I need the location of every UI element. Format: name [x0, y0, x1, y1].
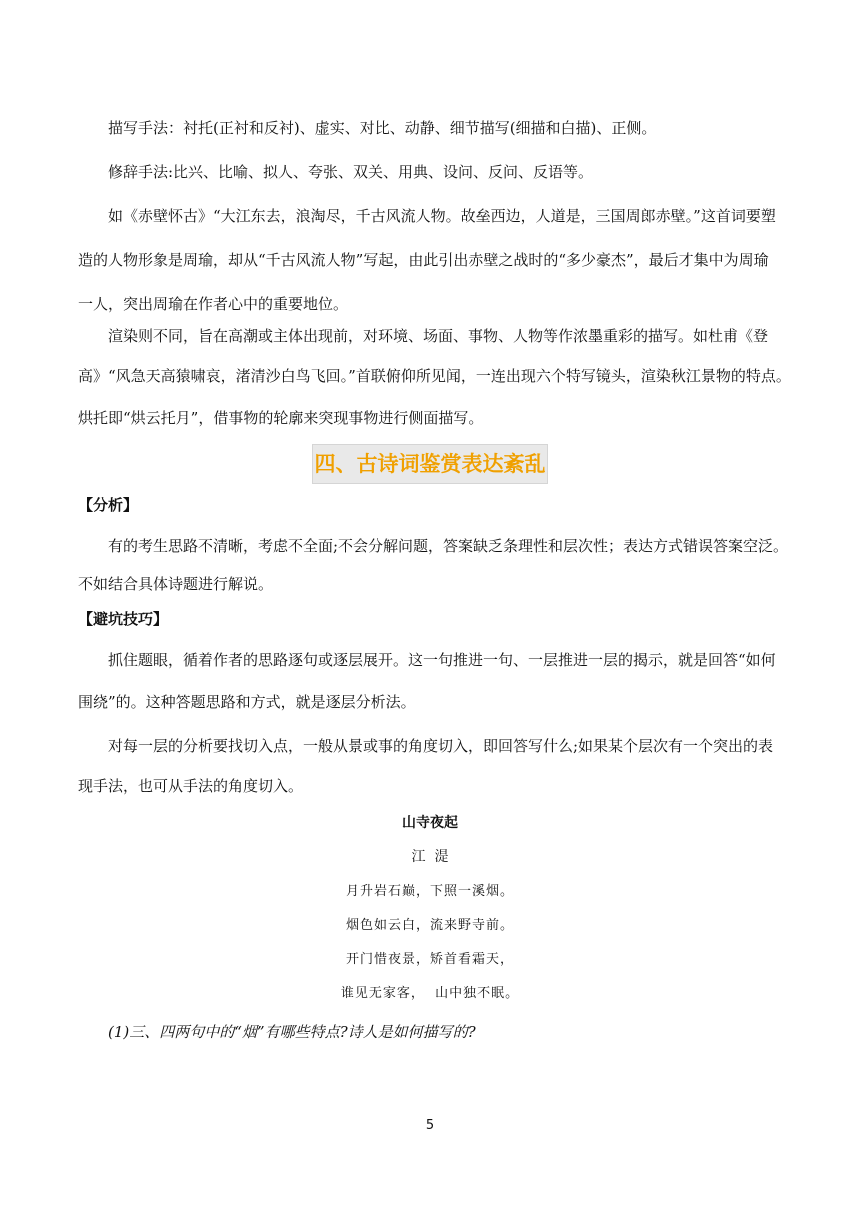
- rendering-paragraph-line-1: 渲染则不同，旨在高潮或主体出现前，对环境、场面、事物、人物等作浓墨重彩的描写。如杜甫《登: [108, 327, 769, 345]
- tips-line-1: 抓住题眼，循着作者的思路逐句或逐层展开。这一句推进一句、一层推进一层的揭示，就是回答“如何: [108, 651, 776, 669]
- section-title: 四、古诗词鉴赏表达紊乱: [312, 444, 548, 484]
- tips-heading: 【避坑技巧】: [78, 610, 169, 628]
- poem-line-4: 谁见无家客， 山中独不眠。: [340, 986, 520, 1001]
- analysis-line-1: 有的考生思路不清晰，考虑不全面;不会分解问题，答案缺乏条理性和层次性；表达方式错误答案空泛。: [108, 537, 789, 555]
- tips-line-4: 现手法，也可从手法的角度切入。: [78, 777, 304, 795]
- rhetoric-figures-of-speech: 修辞手法:比兴、比喻、拟人、夸张、双关、用典、设问、反问、反语等。: [108, 163, 594, 181]
- tips-line-3: 对每一层的分析要找切入点，一般从景或事的角度切入，即回答写什么;如果某个层次有一个突出的表: [108, 737, 774, 755]
- poem-line-3: 开门惜夜景，矫首看霜天，: [345, 952, 514, 967]
- example-paragraph-line-2: 造的人物形象是周瑜，却从“千古风流人物”写起，由此引出赤壁之战时的“多少豪杰”，最后才集中为周瑜: [78, 251, 769, 269]
- question-1: (1)三、四两句中的“烟”有哪些特点?诗人是如何描写的?: [108, 1023, 476, 1041]
- poem-line-1: 月升岩石巅，下照一溪烟。: [345, 884, 514, 899]
- analysis-heading: 【分析】: [78, 496, 139, 514]
- page-number: 5: [425, 1118, 435, 1133]
- example-paragraph-line-1: 如《赤壁怀古》“大江东去，浪淘尽，千古风流人物。故垒西边，人道是，三国周郎赤壁。”这首词要塑: [108, 207, 776, 225]
- poem-author: 江 湜: [411, 849, 449, 865]
- rendering-paragraph-line-2: 高》“风急天高猿啸哀，渚清沙白鸟飞回。”首联俯仰所见闻，一连出现六个特写镜头，渲染秋江景物的特点。: [78, 367, 791, 385]
- analysis-line-2: 不如结合具体诗题进行解说。: [78, 575, 274, 593]
- rhetoric-description-techniques: 描写手法：衬托(正衬和反衬)、虚实、对比、动静、细节描写(细描和白描)、正侧。: [108, 119, 657, 137]
- tips-line-2: 围绕”的。这种答题思路和方式，就是逐层分析法。: [78, 693, 416, 711]
- poem-line-2: 烟色如云白，流来野寺前。: [345, 918, 514, 933]
- poem-title: 山寺夜起: [402, 815, 458, 831]
- rendering-paragraph-line-3: 烘托即“烘云托月”，借事物的轮廓来突现事物进行侧面描写。: [78, 409, 484, 427]
- example-paragraph-line-3: 一人，突出周瑜在作者心中的重要地位。: [78, 295, 349, 313]
